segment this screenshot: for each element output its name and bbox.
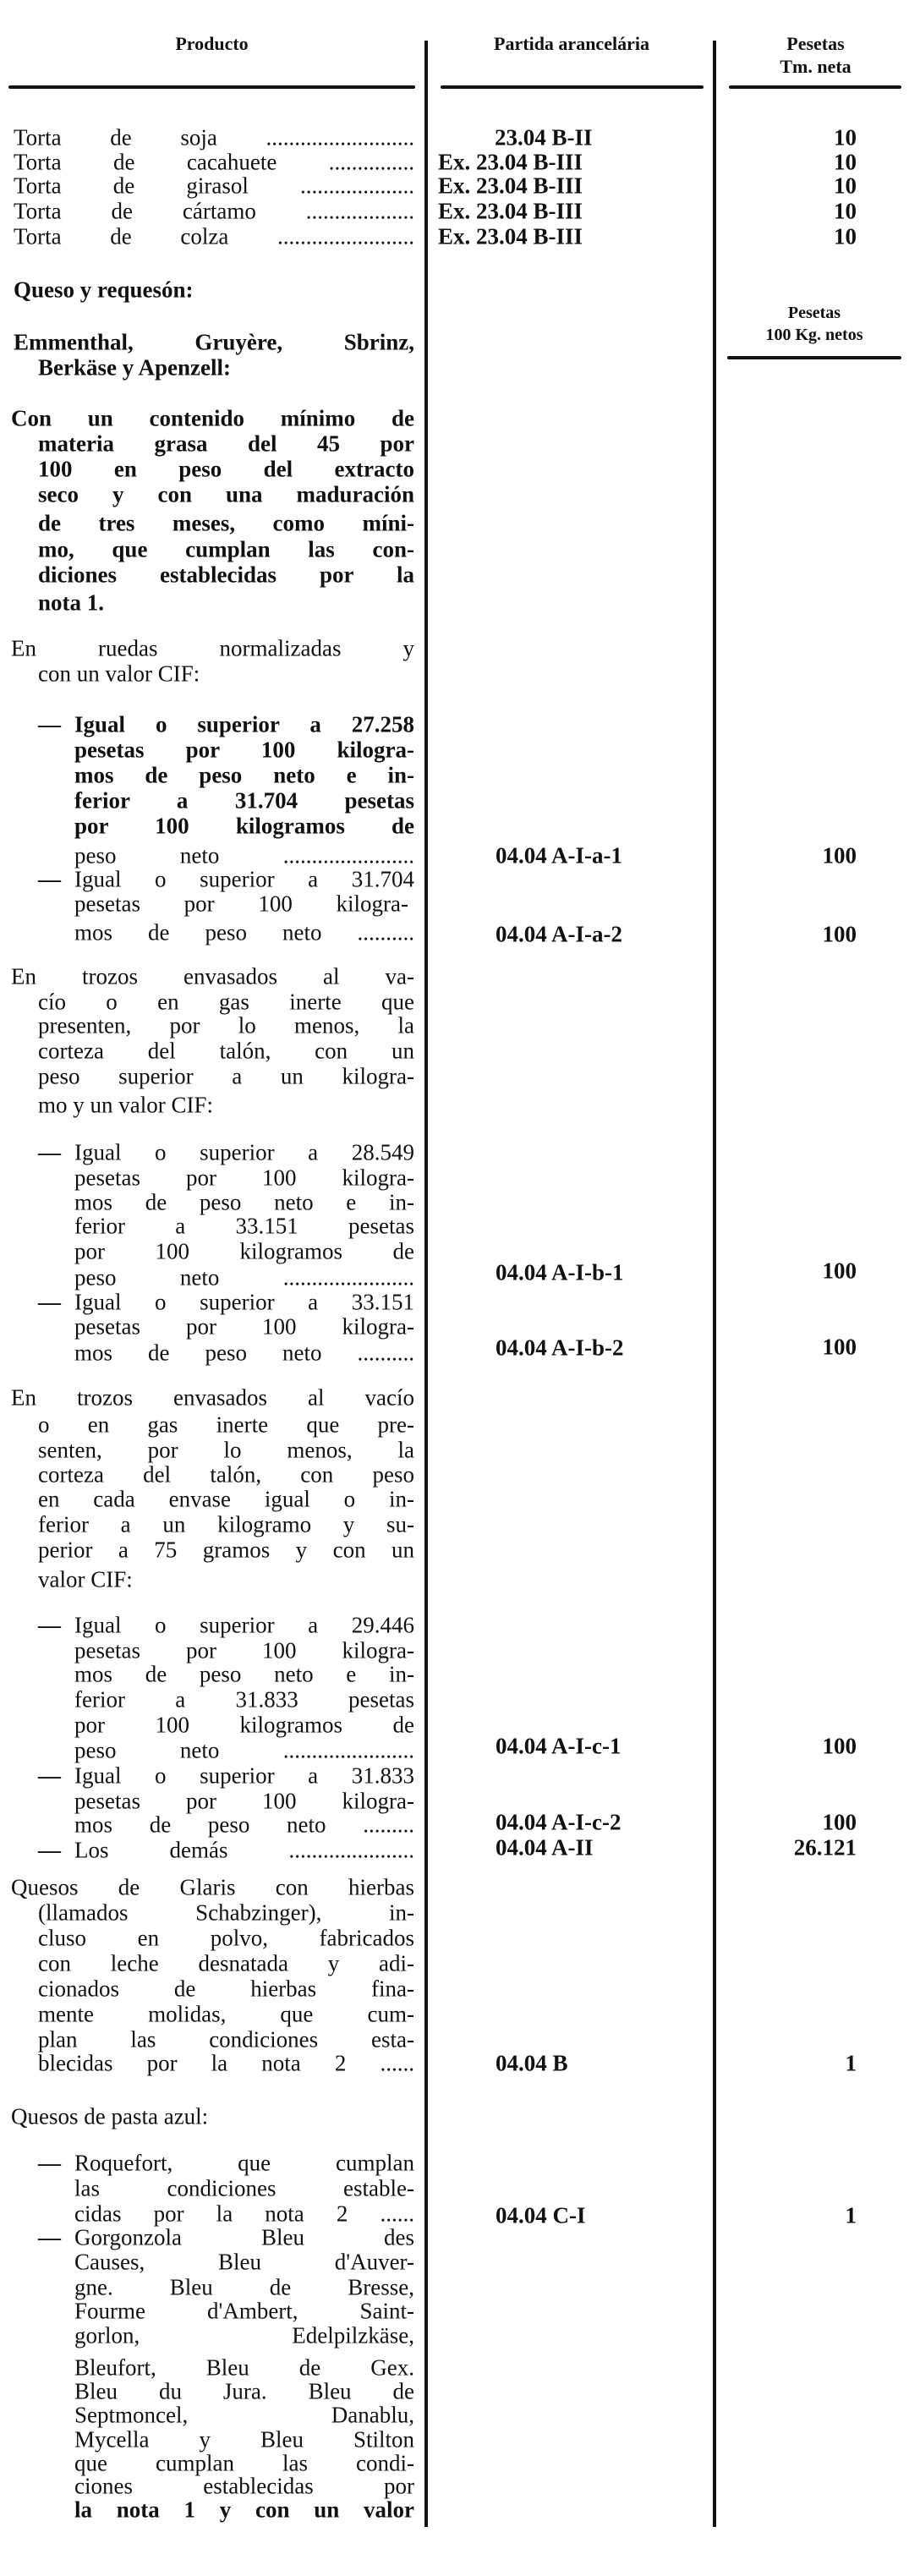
product-text-line: Quesos de Glaris con hierbas — [11, 1875, 414, 1900]
product-text-line: Igual o superior a 31.704 — [74, 867, 414, 892]
dash-bullet: — — [38, 866, 61, 892]
product-text-line: mo, que cumplan las con- — [38, 537, 414, 562]
product-text-line: cluso en polvo, fabricados — [38, 1926, 414, 1951]
product-text-line: pesetas por 100 kilogra- — [74, 1789, 414, 1814]
partida-code: 04.04 C-I — [496, 2202, 586, 2228]
partida-code: Ex. 23.04 B-III — [438, 198, 583, 224]
product-text-line: cionados de hierbas fina- — [38, 1976, 414, 2002]
partida-code: Ex. 23.04 B-III — [438, 149, 583, 175]
product-text-line: senten, por lo menos, la — [38, 1438, 414, 1463]
product-text-line: por 100 kilogramos de — [74, 1713, 414, 1738]
product-text-line: Emmenthal, Gruyère, Sbrinz, — [14, 330, 414, 355]
product-text-line: pesetas por 100 kilogra- — [74, 891, 408, 917]
product-text-line: Torta de soja .......................... — [14, 125, 414, 151]
product-text-line: ferior a 33.151 pesetas — [74, 1214, 414, 1239]
product-text-line: pesetas por 100 kilogra- — [74, 737, 414, 763]
product-text-line: En trozos envasados al va- — [11, 964, 414, 989]
product-text-line: Bleufort, Bleu de Gex. — [74, 2355, 414, 2381]
pesetas-value: 1 — [845, 2050, 857, 2076]
product-text-line: en cada envase igual o in- — [38, 1487, 414, 1512]
product-text-line: por 100 kilogramos de — [74, 814, 414, 839]
product-text-line: corteza del talón, con peso — [38, 1462, 414, 1488]
dash-bullet: — — [38, 1837, 61, 1863]
dash-bullet: — — [38, 1612, 61, 1638]
product-text-line: las condiciones estable- — [74, 2176, 414, 2201]
pesetas-value: 100 — [822, 1334, 857, 1360]
product-text-line: Queso y requesón: — [14, 277, 194, 303]
partida-code: 04.04 A-I-c-1 — [496, 1733, 622, 1759]
product-text-line: mos de peso neto e in- — [74, 763, 414, 788]
product-text-line: o en gas inerte que pre- — [38, 1412, 414, 1438]
product-text-line: que cumplan las condi- — [74, 2451, 414, 2476]
pesetas-value: 10 — [834, 173, 857, 199]
product-text-line: nota 1. — [38, 589, 105, 616]
product-text-line: gorlon, Edelpilzkäse, — [74, 2323, 414, 2349]
product-text-line: Gorgonzola Bleu des — [74, 2225, 414, 2250]
product-text-line: Berkäse y Apenzell: — [38, 354, 231, 381]
product-text-line: Torta de girasol .................... — [14, 173, 414, 199]
product-text-line: la nota 1 y con un valor — [74, 2497, 414, 2523]
product-text-line: Torta de colza ........................ — [14, 224, 414, 249]
product-text-line: En ruedas normalizadas y — [11, 636, 414, 661]
product-text-line: plan las condiciones esta- — [38, 2027, 414, 2053]
product-text-line: cío o en gas inerte que — [38, 989, 414, 1015]
product-text-line: mos de peso neto e in- — [74, 1190, 414, 1215]
partida-code: 04.04 B — [496, 2050, 568, 2076]
product-text-line: diciones establecidas por la — [38, 562, 414, 588]
product-text-line: (llamados Schabzinger), in- — [38, 1900, 414, 1926]
product-text-line: blecidas por la nota 2 ...... — [38, 2051, 414, 2076]
column-divider-1 — [424, 41, 428, 2527]
pesetas-value: 100 — [822, 842, 857, 869]
product-text-line: mos de peso neto e in- — [74, 1662, 414, 1687]
product-text-line: 100 en peso del extracto — [38, 457, 414, 482]
pesetas-value: 10 — [834, 198, 857, 224]
product-text-line: mos de peso neto .......... — [74, 1340, 414, 1366]
product-text-line: presenten, por lo menos, la — [38, 1013, 414, 1039]
product-text-line: Causes, Bleu d'Auver- — [74, 2250, 414, 2275]
partida-code: Ex. 23.04 B-III — [438, 223, 583, 249]
subheader-pesetas-line1: Pesetas — [787, 304, 841, 322]
product-text-line: Bleu du Jura. Bleu de — [74, 2379, 414, 2404]
pesetas-value: 100 — [822, 921, 857, 947]
pesetas-value: 100 — [822, 1258, 857, 1284]
partida-code: Ex. 23.04 B-III — [438, 173, 583, 199]
product-text-line: pesetas por 100 kilogra- — [74, 1165, 414, 1191]
product-text-line: Mycella y Bleu Stilton — [74, 2427, 414, 2453]
product-text-line: Quesos de pasta azul: — [11, 2103, 209, 2129]
product-text-line: Roquefort, que cumplan — [74, 2151, 414, 2176]
dash-bullet: — — [38, 2150, 61, 2176]
subheader-pesetas — [727, 302, 901, 346]
product-text-line: Fourme d'Ambert, Saint- — [74, 2299, 414, 2324]
product-text-line: Los demás ...................... — [74, 1838, 414, 1863]
partida-code: 04.04 A-I-b-1 — [496, 1259, 624, 1285]
product-text-line: perior a 75 gramos y con un — [38, 1537, 414, 1563]
product-text-line: gne. Bleu de Bresse, — [74, 2275, 414, 2300]
header-product: Producto — [175, 33, 249, 54]
product-text-line: Torta de cártamo ................... — [14, 199, 414, 224]
product-text-line: pesetas por 100 kilogra- — [74, 1314, 414, 1340]
product-text-line: Igual o superior a 33.151 — [74, 1290, 414, 1315]
subheader-pesetas-line2: 100 Kg. netos — [765, 326, 863, 344]
pesetas-value: 100 — [822, 1733, 857, 1759]
subheader-rule — [727, 356, 901, 359]
pesetas-value: 26.121 — [793, 1834, 857, 1861]
product-text-line: cidas por la nota 2 ...... — [74, 2201, 414, 2227]
product-text-line: Igual o superior a 29.446 — [74, 1613, 414, 1638]
column-divider-2 — [713, 41, 716, 2527]
header-pesetas — [729, 32, 902, 78]
pesetas-value: 100 — [822, 1809, 857, 1835]
header-pesetas-line2: Tm. neta — [780, 56, 852, 77]
product-text-line: materia grasa del 45 por — [38, 431, 414, 457]
product-text-line: Torta de cacahuete ............... — [14, 150, 414, 175]
partida-code: 04.04 A-I-b-2 — [496, 1335, 624, 1361]
product-text-line: peso neto ....................... — [74, 1738, 414, 1763]
product-text-line: Con un contenido mínimo de — [11, 406, 414, 431]
product-text-line: mos de peso neto ......... — [74, 1812, 414, 1838]
pesetas-value: 10 — [834, 124, 857, 151]
header-rule-product — [8, 85, 415, 89]
product-text-line: por 100 kilogramos de — [74, 1239, 414, 1264]
partida-code: 23.04 B-II — [495, 124, 593, 151]
partida-code: 04.04 A-I-c-2 — [496, 1809, 622, 1835]
product-text-line: peso superior a un kilogra- — [38, 1064, 414, 1089]
partida-code: 04.04 A-II — [496, 1834, 594, 1861]
product-text-line: Igual o superior a 31.833 — [74, 1763, 414, 1789]
pesetas-value: 1 — [845, 2202, 857, 2228]
pesetas-value: 10 — [834, 223, 857, 249]
product-text-line: de tres meses, como míni- — [38, 511, 414, 536]
product-text-line: mo y un valor CIF: — [38, 1092, 213, 1118]
product-text-line: mente molidas, que cum- — [38, 2002, 414, 2027]
product-text-line: Igual o superior a 27.258 — [74, 712, 414, 737]
header-partida: Partida arancelária — [494, 33, 649, 54]
product-text-line: con leche desnatada y adi- — [38, 1951, 414, 1976]
dash-bullet: — — [38, 1762, 61, 1789]
header-pesetas-line1: Pesetas — [786, 33, 845, 54]
product-text-line: pesetas por 100 kilogra- — [74, 1638, 414, 1663]
product-text-line: Igual o superior a 28.549 — [74, 1140, 414, 1165]
header-rule-partida — [441, 85, 704, 89]
header-rule-pesetas — [729, 85, 901, 89]
product-text-line: ferior a 31.704 pesetas — [74, 788, 414, 814]
product-text-line: ciones establecidas por — [74, 2474, 414, 2499]
pesetas-value: 10 — [834, 149, 857, 175]
dash-bullet: — — [38, 711, 61, 737]
product-text-line: En trozos envasados al vacío — [11, 1385, 414, 1411]
product-text-line: con un valor CIF: — [38, 660, 200, 687]
product-text-line: ferior a 31.833 pesetas — [74, 1687, 414, 1713]
dash-bullet: — — [38, 1289, 61, 1315]
product-text-line: valor CIF: — [38, 1566, 133, 1592]
product-text-line: seco y con una maduración — [38, 482, 414, 507]
partida-code: 04.04 A-I-a-2 — [496, 921, 622, 947]
product-text-line: peso neto ....................... — [74, 843, 414, 869]
partida-code: 04.04 A-I-a-1 — [496, 842, 622, 869]
product-text-line: ferior a un kilogramo y su- — [38, 1512, 414, 1537]
product-text-line: peso neto ....................... — [74, 1265, 414, 1291]
product-text-line: corteza del talón, con un — [38, 1039, 414, 1064]
dash-bullet: — — [38, 1139, 61, 1165]
product-text-line: mos de peso neto .......... — [74, 920, 414, 945]
product-text-line: Septmoncel, Danablu, — [74, 2403, 414, 2428]
dash-bullet: — — [38, 2224, 61, 2250]
